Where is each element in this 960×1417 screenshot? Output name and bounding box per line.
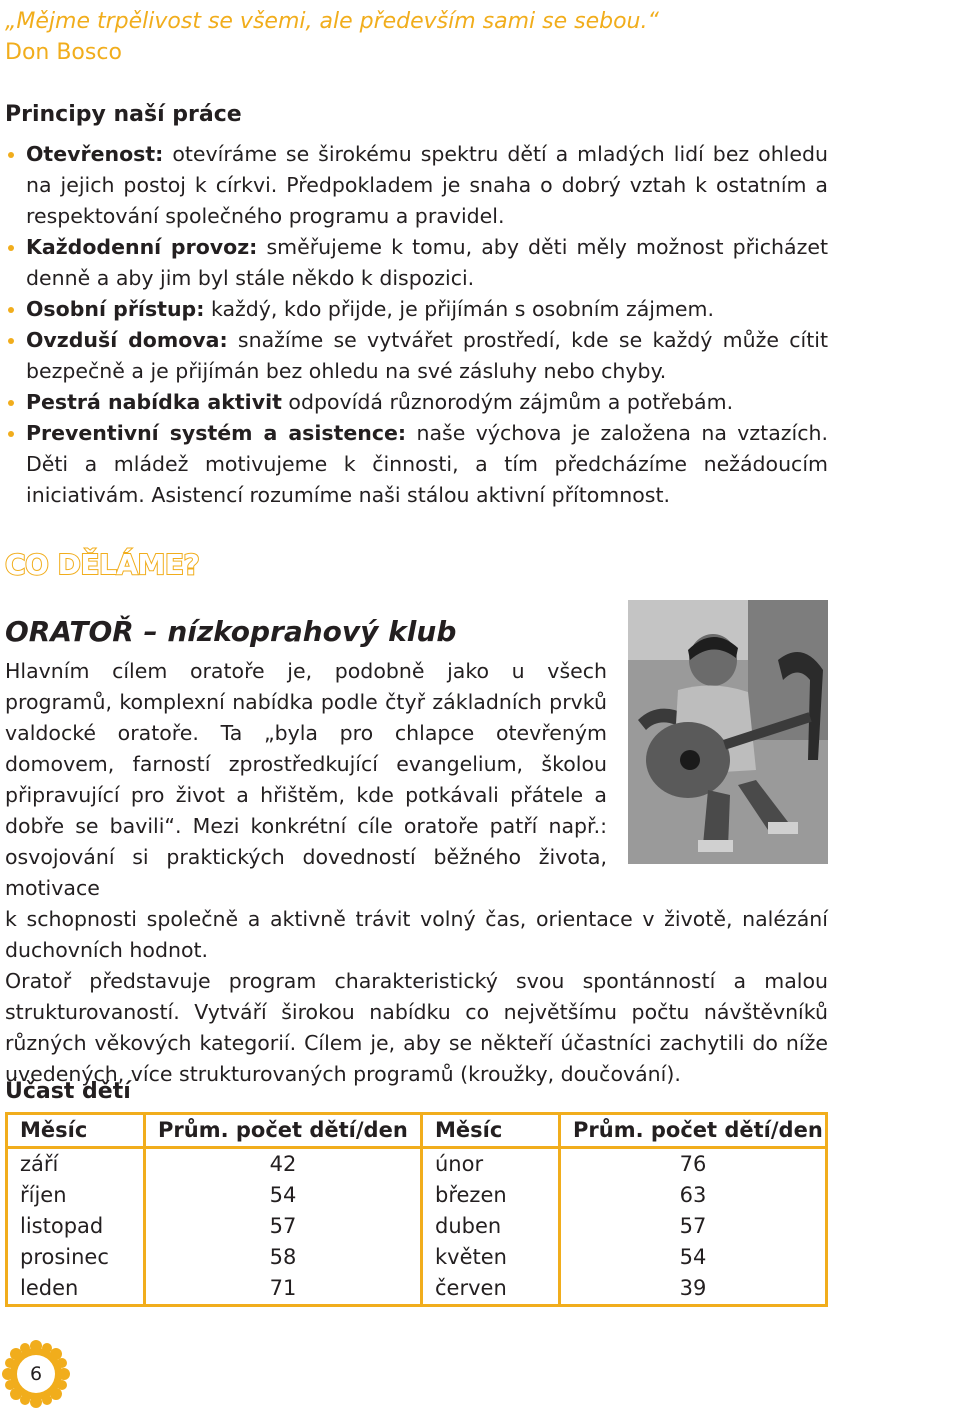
list-item xyxy=(0,294,828,325)
column-header: Prům. počet dětí/den xyxy=(560,1114,827,1148)
count-cell: 57 xyxy=(145,1211,422,1242)
principle-term: Pestrá nabídka aktivit xyxy=(26,390,282,414)
page-number: 6 xyxy=(29,1363,43,1385)
month-cell: říjen xyxy=(7,1180,145,1211)
principle-text: otevíráme se širokému spektru dětí a mladých lidí bez ohledu na jejich postoj k církvi. Předpokladem je snaha o dobrý vztah k ostatním a respektování společného programu a pravidel. xyxy=(26,142,828,228)
column-header: Prům. počet dětí/den xyxy=(145,1114,422,1148)
quote-text: „Mějme trpělivost se všemi, ale především sami se sebou.“ xyxy=(5,9,659,34)
attendance-heading: Účast dětí xyxy=(5,1079,131,1104)
principle-term: Otevřenost: xyxy=(26,142,164,166)
principle-term: Každodenní provoz: xyxy=(26,235,258,259)
principle-text: naše výchova je založena na vztazích. Děti a mládež motivujeme k činnosti, a tím předcházíme nežádoucím iniciativám. Asistencí rozumíme naši stálou aktivní přítomnost. xyxy=(26,421,828,507)
month-cell: prosinec xyxy=(7,1242,145,1273)
list-item xyxy=(0,418,828,511)
month-cell: leden xyxy=(7,1273,145,1306)
table-row xyxy=(7,1273,827,1306)
month-cell: únor xyxy=(422,1148,560,1181)
count-cell: 39 xyxy=(560,1273,827,1306)
count-cell: 71 xyxy=(145,1273,422,1306)
principle-text: každý, kdo přijde, je přijímán s osobním zájmem. xyxy=(204,297,715,321)
month-cell: listopad xyxy=(7,1211,145,1242)
page-number-badge xyxy=(2,1340,70,1408)
table-header-row xyxy=(7,1114,827,1148)
count-cell: 54 xyxy=(145,1180,422,1211)
attendance-table xyxy=(5,1112,828,1307)
list-item xyxy=(0,139,828,232)
column-header: Měsíc xyxy=(7,1114,145,1148)
list-item xyxy=(0,325,828,387)
principles-list xyxy=(0,139,828,511)
column-header: Měsíc xyxy=(422,1114,560,1148)
count-cell: 57 xyxy=(560,1211,827,1242)
month-cell: duben xyxy=(422,1211,560,1242)
month-cell: září xyxy=(7,1148,145,1181)
principle-term: Ovzduší domova: xyxy=(26,328,228,352)
section-heading: CO DĚLÁME? xyxy=(5,548,200,581)
count-cell: 76 xyxy=(560,1148,827,1181)
principle-text: odpovídá různorodým zájmům a potřebám. xyxy=(281,390,734,414)
table-row xyxy=(7,1180,827,1211)
table-row xyxy=(7,1242,827,1273)
table-row xyxy=(7,1148,827,1181)
month-cell: březen xyxy=(422,1180,560,1211)
count-cell: 63 xyxy=(560,1180,827,1211)
principle-term: Preventivní systém a asistence: xyxy=(26,421,407,445)
list-item xyxy=(0,387,828,418)
principle-term: Osobní přístup: xyxy=(26,297,205,321)
club-text xyxy=(5,656,828,1090)
club-paragraph-1b: k schopnosti společně a aktivně trávit volný čas, orientace v životě, nalézání duchovních hodnot. xyxy=(5,907,828,962)
principle-text: směřujeme k tomu, aby děti měly možnost přicházet denně a aby jim byl stále někdo k dispozici. xyxy=(26,235,828,290)
club-paragraph-2: Oratoř představuje program charakteristický svou spontánností a malou strukturovaností. Vytváří širokou nabídku co největšímu počtu návštěvníků různých věkových kategorií. Cílem je, aby se někteří účastníci zachytili do níže uvedených, více strukturovaných programů (kroužky, doučování). xyxy=(5,969,828,1086)
principles-heading: Principy naší práce xyxy=(5,102,242,127)
list-item xyxy=(0,232,828,294)
month-cell: květen xyxy=(422,1242,560,1273)
club-title: ORATOŘ – nízkoprahový klub xyxy=(5,615,457,648)
table-row xyxy=(7,1211,827,1242)
principle-text: snažíme se vytvářet prostředí, kde se každý může cítit bezpečně a je přijímán bez ohledu na své zásluhy nebo chyby. xyxy=(26,328,828,383)
count-cell: 58 xyxy=(145,1242,422,1273)
count-cell: 54 xyxy=(560,1242,827,1273)
month-cell: červen xyxy=(422,1273,560,1306)
count-cell: 42 xyxy=(145,1148,422,1181)
quote-author: Don Bosco xyxy=(5,40,122,65)
club-paragraph-1a: Hlavním cílem oratoře je, podobně jako u všech programů, komplexní nabídka podle čtyř základních prvků valdocké oratoře. Ta „byla pro chlapce otevřeným domovem, farností zprostředkující evangelium, školou připravující pro život a hřištěm, kde potkávali přátele a dobře se bavili“. Mezi konkrétní cíle oratoře patří např.: osvojování si praktických dovedností běžného života, motivace xyxy=(5,659,607,900)
quote-block xyxy=(5,6,659,68)
